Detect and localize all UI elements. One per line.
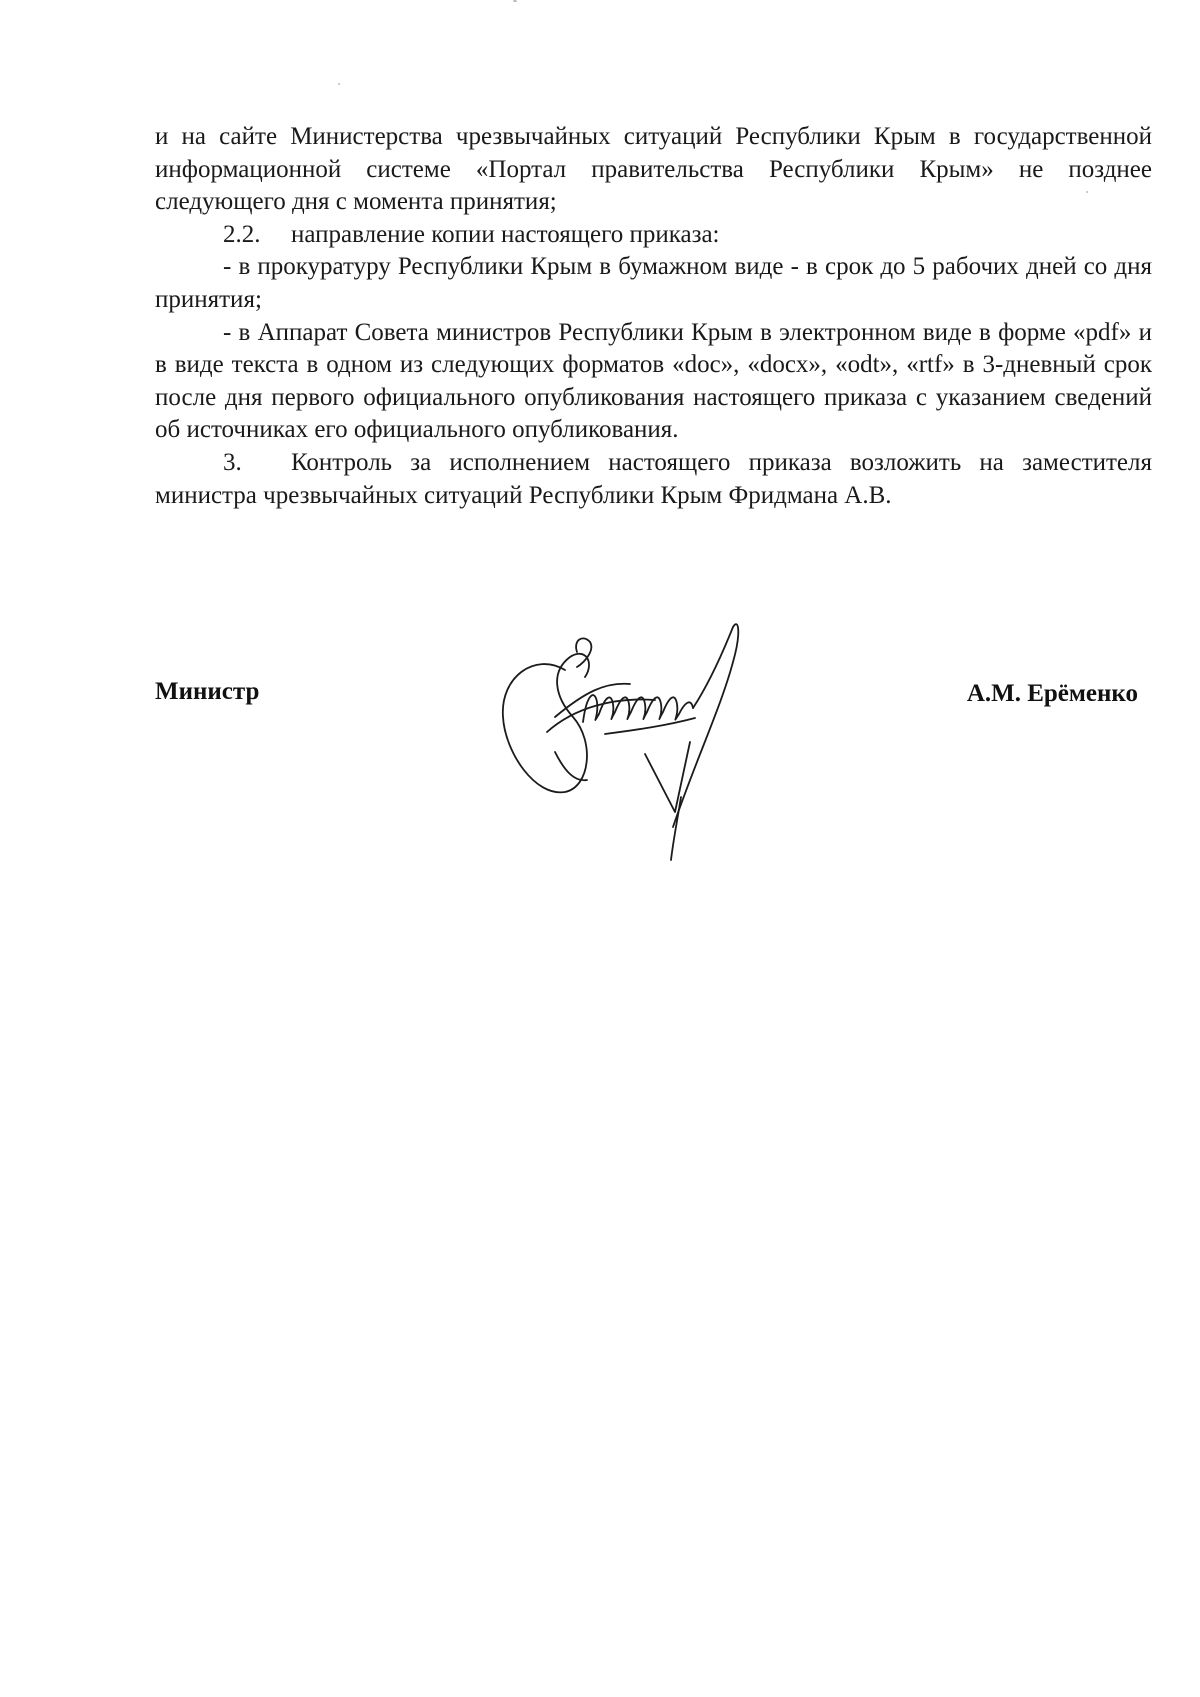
scan-speck — [513, 0, 517, 2]
scan-speck — [338, 83, 340, 85]
paragraph-3 — [155, 447, 1152, 512]
paragraph-prosecutor: - в прокуратуру Республики Крым в бумажном виде - в срок до 5 рабочих дней со дня принятия; — [155, 253, 1152, 313]
order-body-text — [155, 121, 1152, 512]
signatory-role: Министр — [155, 678, 260, 705]
paragraph-3-text: Контроль за исполнением настоящего приказа возложить на заместителя министра чрезвычайных ситуаций Республики Крым Фридмана А.В. — [155, 448, 1152, 509]
paragraph-council-apparatus: - в Аппарат Совета министров Республики Крым в электронном виде в форме «pdf» и в виде текста в одном из следующих форматов «doc», «docx», «odt», «rtf» в 3-дневный срок после дня первого официального опубликования настоящего приказа с указанием сведений об источниках его официального опубликования. — [155, 318, 1152, 444]
paragraph-publication: и на сайте Министерства чрезвычайных ситуаций Республики Крым в государственной информационной системе «Портал правительства Республики Крым» не позднее следующего дня с момента принятия; — [155, 123, 1152, 216]
paragraph-3-number: 3. — [223, 448, 242, 476]
paragraph-2-2-text: направление копии настоящего приказа: — [291, 220, 720, 248]
paragraph-2-2 — [155, 219, 1152, 252]
signatory-name: А.М. Ерёменко — [966, 680, 1138, 707]
handwritten-signature — [495, 622, 795, 862]
paragraph-2-2-number: 2.2. — [223, 220, 261, 248]
